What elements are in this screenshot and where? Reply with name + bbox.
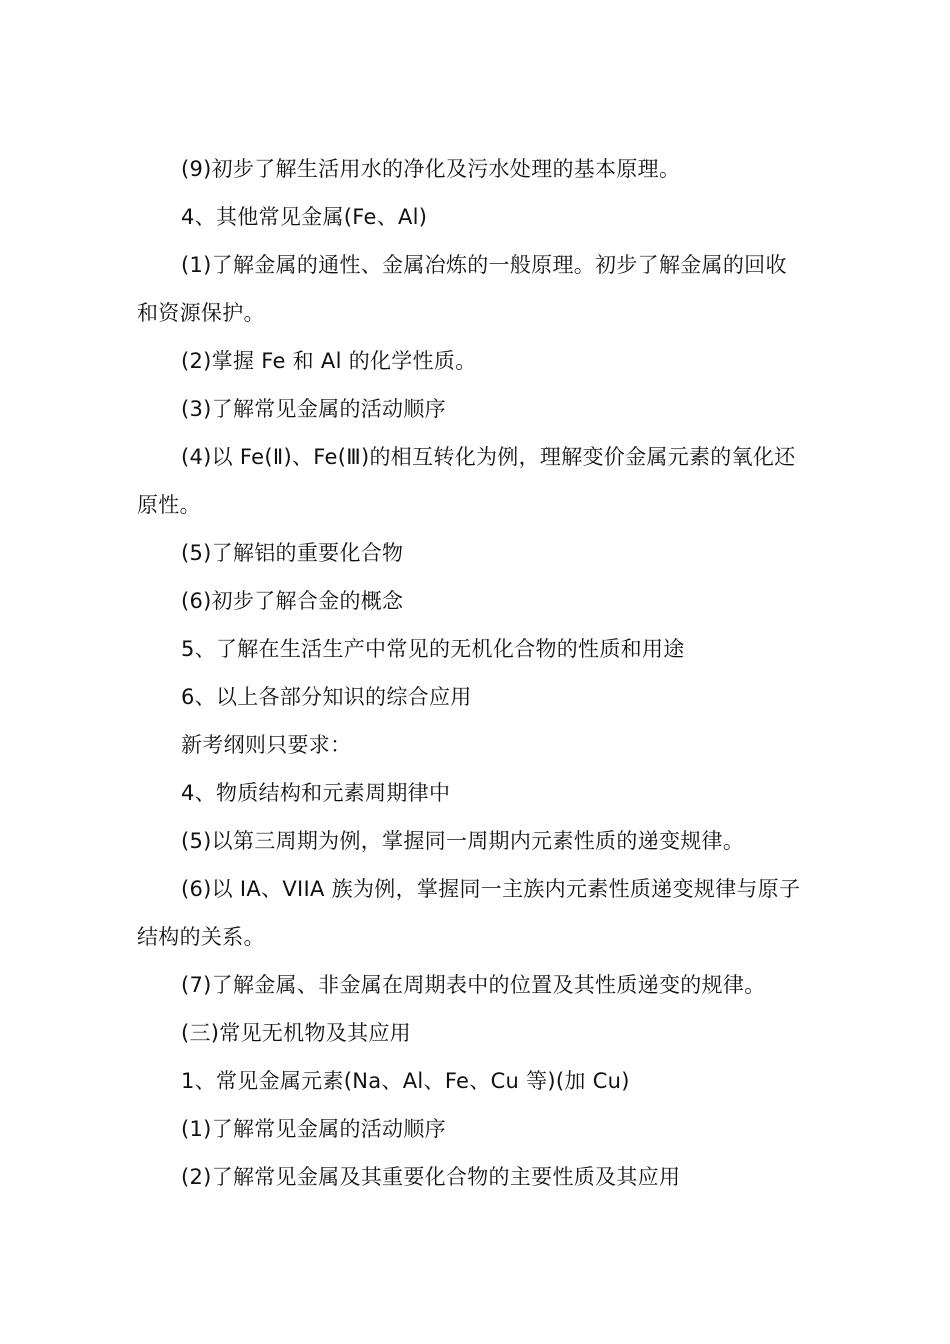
heading-common-metals: 1、常见金属元素(Na、Al、Fe、Cu 等)(加 Cu) xyxy=(181,1069,630,1093)
heading-periodic-law: 4、物质结构和元素周期律中 xyxy=(181,781,451,805)
paragraph-7-metals-nonmetals: (7)了解金属、非金属在周期表中的位置及其性质递变的规律。 xyxy=(181,973,766,997)
paragraph-line: 和资源保护。 xyxy=(137,301,265,325)
section-heading-inorganic: (三)常见无机物及其应用 xyxy=(181,1021,411,1045)
paragraph-4-redox xyxy=(137,433,837,529)
paragraph-9-water-purification: (9)初步了解生活用水的净化及污水处理的基本原理。 xyxy=(181,157,681,181)
paragraph-6-main-group xyxy=(137,865,837,961)
paragraph-2-fe-al-chemistry: (2)掌握 Fe 和 Al 的化学性质。 xyxy=(181,349,477,373)
heading-other-metals: 4、其他常见金属(Fe、Al) xyxy=(181,205,428,229)
paragraph-5-third-period: (5)以第三周期为例，掌握同一周期内元素性质的递变规律。 xyxy=(181,829,745,853)
paragraph-line: (4)以 Fe(Ⅱ)、Fe(Ⅲ)的相互转化为例，理解变价金属元素的氧化还 xyxy=(181,445,796,469)
paragraph-1-activity-series: (1)了解常见金属的活动顺序 xyxy=(181,1117,446,1141)
paragraph-1-metal-properties xyxy=(137,241,837,337)
new-syllabus-note: 新考纲则只要求： xyxy=(181,733,352,757)
paragraph-5-aluminum-compounds: (5)了解铝的重要化合物 xyxy=(181,541,404,565)
heading-comprehensive-application: 6、以上各部分知识的综合应用 xyxy=(181,685,472,709)
paragraph-line: (6)以 IA、VIIA 族为例，掌握同一主族内元素性质递变规律与原子 xyxy=(181,877,801,901)
paragraph-line: 原性。 xyxy=(137,493,201,517)
paragraph-2-metal-compounds: (2)了解常见金属及其重要化合物的主要性质及其应用 xyxy=(181,1165,681,1189)
paragraph-line: (1)了解金属的通性、金属冶炼的一般原理。初步了解金属的回收 xyxy=(181,253,787,277)
paragraph-3-activity-series: (3)了解常见金属的活动顺序 xyxy=(181,397,446,421)
paragraph-line: 结构的关系。 xyxy=(137,925,265,949)
heading-inorganic-compounds: 5、了解在生活生产中常见的无机化合物的性质和用途 xyxy=(181,637,685,661)
paragraph-6-alloys: (6)初步了解合金的概念 xyxy=(181,589,404,613)
